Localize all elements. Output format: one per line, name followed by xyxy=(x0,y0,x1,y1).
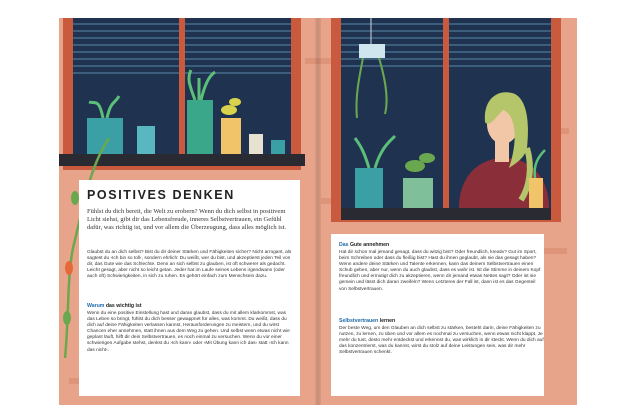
page-title: POSITIVES DENKEN xyxy=(87,188,235,202)
heading-accent: Selbstvertrauen xyxy=(339,318,379,324)
section-heading-warum xyxy=(87,303,292,309)
page-gutter xyxy=(315,18,321,405)
body-paragraph-3: Hat dir schon mal jemand gesagt, dass du witzig bist? Oder freundlich, kreativ? Gut im Sport, beim Schreiben oder dass du fleißig bist? Hast du ihnen geglaubt, als sie das gesagt haben? Wenn andere deine Stärken und Talente erkennen, kann das deinem Selbstvertrauen einen Schub geben, aber nur, wenn du auch glaubst, dass es wahr ist. Ist die Stimme in deinem Kopf freundlich und ermutigt dich zu akzeptieren, wenn dir jemand etwas Nettes sagt? Oder ist sie gemein und lässt dich daran zweifeln? Wenn Letzteres der Fall ist, dann ist es das Gegenteil von Selbstvertrauen. xyxy=(339,250,541,292)
body-paragraph-1: Glaubst du an dich selbst? Bist du dir deiner Stärken und Fähigkeiten sicher? Nicht arrogant, als sagtest du ›Ich bin so toll‹, sondern ehrlich: Du weißt, wer du bist, und akzeptierst jeden Teil von dir, das Gute wie das Schlechte. Denn an sich selbst zu glauben, ist oft schwerer als gedacht. Leicht gesagt, aber nicht so leicht getan. Jeder hat im Laufe seines Lebens irgendwann (oder auch oft) Schwierigkeiten, in sich zu ruhen. Es gehört einfach zum Menschsein dazu. xyxy=(87,250,292,280)
body-paragraph-2: Wenn du eine positive Einstellung hast und daran glaubst, dass du mit allem klarkommst, was das Leben so bringt, fühlst du dich besser gewappnet für alles, was kommt. Du weißt, dass du dich auf deine Fähigkeiten verlassen kannst, Herausforderungen zu meistern, und du wirst Chancen eher annehmen, statt ihnen aus dem Weg zu gehen. Und selbst wenn etwas nicht wie geplant läuft, hilft dir dein Selbstvertrauen, es noch einmal zu versuchen. Wenn du vor einer schwierigen Aufgabe stehst, denkst du ›Ich kann‹ oder ›Mit Übung kann ich das‹ statt ›Ich kann das nicht‹. xyxy=(87,311,290,353)
heading-accent: Warum xyxy=(87,303,105,309)
section-heading-selbstvertrauen xyxy=(339,318,544,324)
heading-rest: das wichtig ist xyxy=(104,303,142,309)
heading-accent: Das xyxy=(339,242,349,248)
heading-rest: lernen xyxy=(378,318,396,324)
book-spread xyxy=(59,18,577,405)
body-paragraph-4: Der beste Weg, um den Glauben an dich selbst zu stärken, besteht darin, deine Fähigkeiten zu nutzen, zu lernen, zu üben und vor allem es nochmal zu versuchen, wenn etwas nicht klappt. Je mehr du tust, desto mehr entdeckst und erkennst du, was wirklich in dir steckt. Wenn du dich auf das konzentrierst, was du kannst, wirst du stolz auf deine Leistungen sein, was dir mehr Selbstvertrauen schenkt. xyxy=(339,326,544,356)
right-text-panel xyxy=(331,234,544,396)
intro-paragraph: Fühlst du dich bereit, die Welt zu erobern? Wenn du dich selbst in positivem Licht siehst, gibt dir das Lebensfreude, inneres Selbstvertrauen, ein Gefühl dafür, was richtig ist, und vor allem die Überzeugung, dass alles möglich ist. xyxy=(87,208,287,232)
section-heading-gute xyxy=(339,242,544,248)
heading-rest: Gute annehmen xyxy=(348,242,390,248)
left-text-panel xyxy=(79,180,300,396)
right-window xyxy=(331,18,561,222)
